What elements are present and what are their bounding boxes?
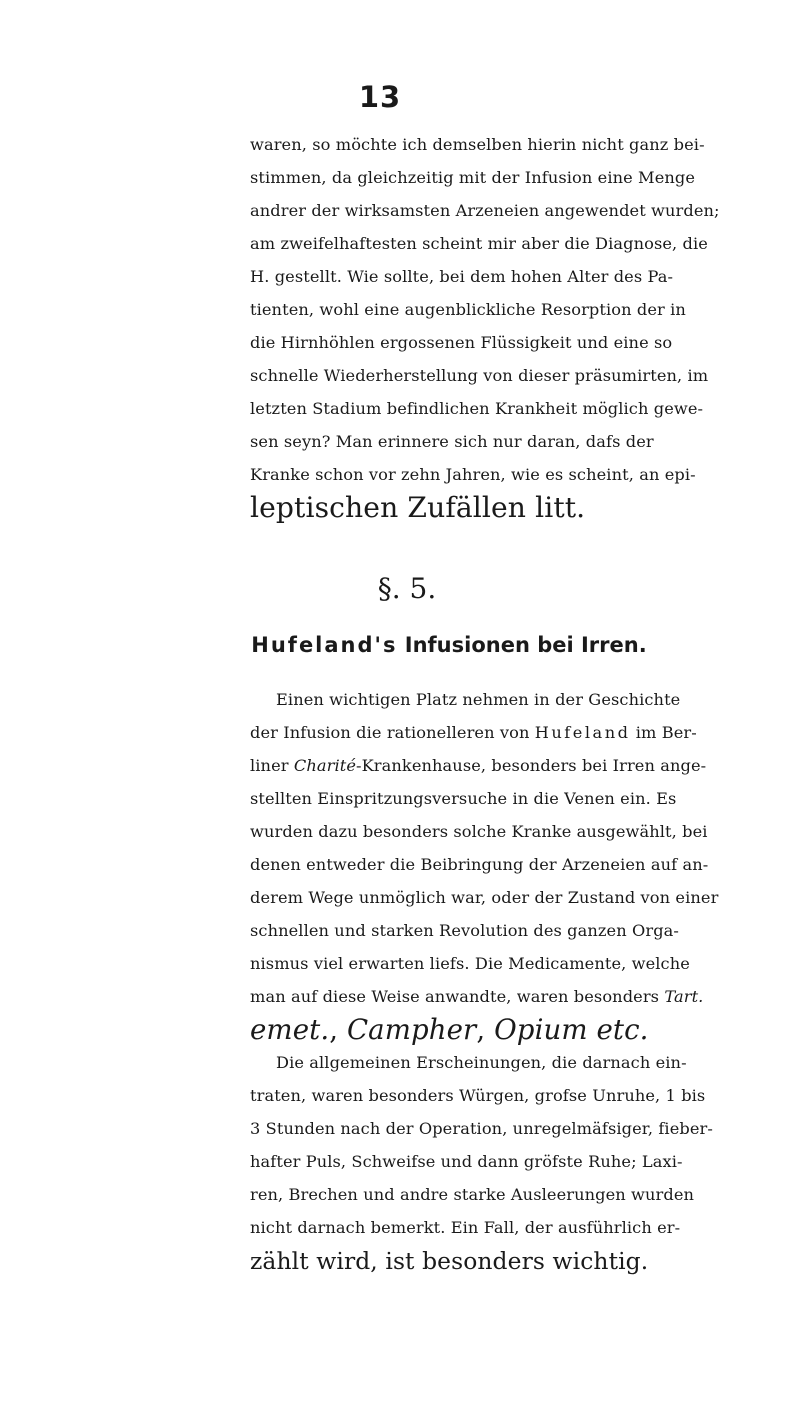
text-line: andrer der wirksamsten Arzeneien angewendet wurden; [250, 201, 720, 220]
text-line [250, 1013, 648, 1047]
text-line [250, 980, 704, 1014]
text-line: stellten Einspritzungsversuche in die Venen ein. Es [250, 789, 677, 808]
text-line: 3 Stunden nach der Operation, unregelmäfsiger, fieber- [250, 1119, 713, 1138]
heading-name: Hufeland's [251, 633, 398, 657]
text-line: hafter Puls, Schweifse und dann gröfste Ruhe; Laxi- [250, 1152, 683, 1171]
section-number: §. 5. [377, 572, 437, 605]
text-line: Einen wichtigen Platz nehmen in der Geschichte [276, 690, 681, 709]
text-line: leptischen Zufällen litt. [250, 491, 586, 524]
section-heading [250, 630, 648, 660]
text-segment: , [476, 1013, 495, 1046]
text-segment: man auf diese Weise anwandte, waren besonders [250, 987, 660, 1006]
text-line: zählt wird, ist besonders wichtig. [250, 1247, 649, 1275]
text-segment: der Infusion die rationelleren von [250, 723, 530, 742]
heading-rest: Infusionen bei Irren. [404, 633, 647, 657]
text-segment: liner [250, 756, 289, 775]
text-line: tienten, wohl eine augenblickliche Resorption der in [250, 300, 686, 319]
text-line: traten, waren besonders Würgen, grofse Unruhe, 1 bis [250, 1086, 706, 1105]
text-line [250, 716, 697, 750]
text-line: ren, Brechen und andre starke Ausleerungen wurden [250, 1185, 695, 1204]
text-line: schnellen und starken Revolution des ganzen Orga- [250, 921, 679, 940]
text-line: Kranke schon vor zehn Jahren, wie es scheint, an epi- [250, 465, 696, 484]
text-line: schnelle Wiederherstellung von dieser präsumirten, im [250, 366, 709, 385]
text-segment: im Ber- [635, 723, 697, 742]
text-line: waren, so möchte ich demselben hierin nicht ganz bei- [250, 135, 705, 154]
text-line: H. gestellt. Wie sollte, bei dem hohen Alter des Pa- [250, 267, 674, 286]
italic-term: Opium etc. [494, 1013, 649, 1046]
page-number: 13 [358, 80, 402, 114]
text-line: am zweifelhaftesten scheint mir aber die Diagnose, die [250, 234, 708, 253]
text-line: die Hirnhöhlen ergossenen Flüssigkeit und eine so [250, 333, 673, 352]
text-line [250, 749, 707, 783]
text-segment: -Krankenhause, besonders bei Irren ange- [356, 756, 707, 775]
text-line: wurden dazu besonders solche Kranke ausgewählt, bei [250, 822, 708, 841]
text-segment: , [329, 1013, 347, 1046]
italic-term: Charité [293, 756, 357, 775]
italic-term: emet. [250, 1013, 330, 1046]
text-line: derem Wege unmöglich war, oder der Zustand von einer [250, 888, 719, 907]
text-line: nismus viel erwarten liefs. Die Medicamente, welche [250, 954, 690, 973]
author-name: Hufeland [534, 723, 631, 742]
text-line: letzten Stadium befindlichen Krankheit möglich gewe- [250, 399, 704, 418]
text-line: nicht darnach bemerkt. Ein Fall, der ausführlich er- [250, 1218, 681, 1237]
italic-term: Tart. [664, 987, 704, 1006]
text-line: stimmen, da gleichzeitig mit der Infusion eine Menge [250, 168, 696, 187]
italic-term: Campher [346, 1013, 477, 1046]
text-line: Die allgemeinen Erscheinungen, die darnach ein- [276, 1053, 687, 1072]
text-line: denen entweder die Beibringung der Arzeneien auf an- [250, 855, 709, 874]
text-line: sen seyn? Man erinnere sich nur daran, dafs der [250, 432, 654, 451]
